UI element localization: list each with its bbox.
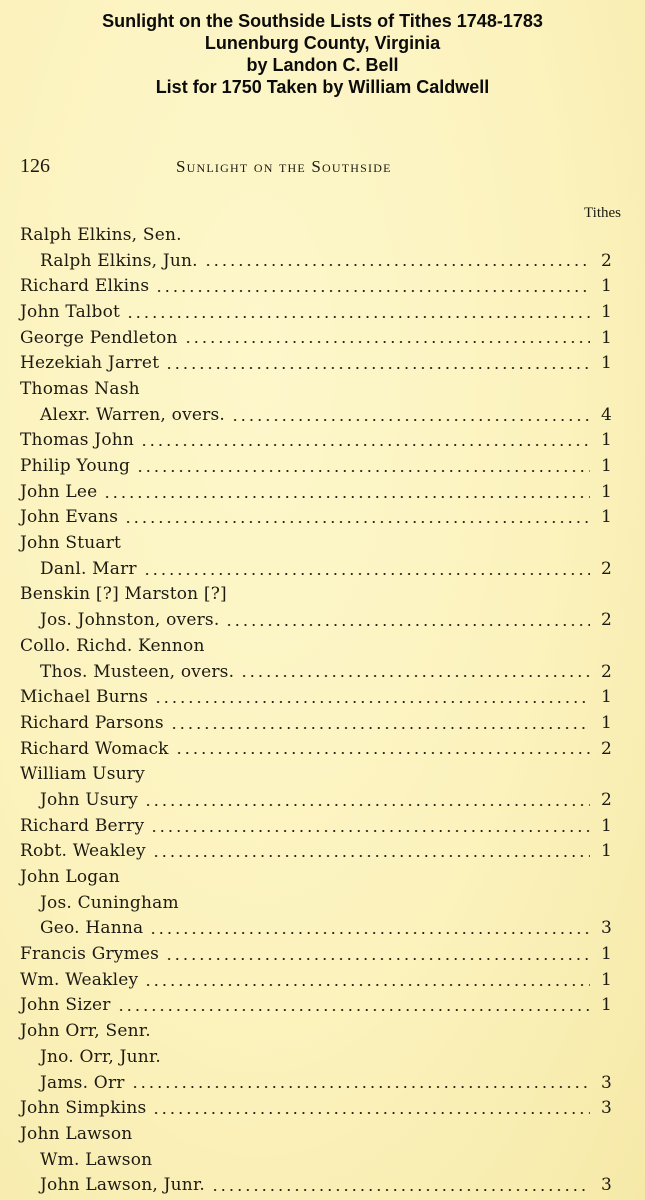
list-item bbox=[20, 1044, 612, 1070]
entry-name: Alexr. Warren, overs. bbox=[40, 404, 225, 425]
header-title: Sunlight on the Southside Lists of Tithes 1748-1783 bbox=[102, 11, 543, 31]
entry-name: Jos. Johnston, overs. bbox=[40, 610, 220, 631]
list-item bbox=[20, 736, 612, 762]
list-item bbox=[20, 556, 612, 582]
entry-tithes: 1 bbox=[600, 815, 612, 836]
dot-leader bbox=[131, 1086, 590, 1088]
list-item bbox=[20, 710, 612, 736]
entry-name: Richard Parsons bbox=[20, 712, 164, 733]
entry-tithes: 1 bbox=[600, 456, 612, 477]
list-item bbox=[20, 761, 612, 787]
list-item bbox=[20, 402, 612, 428]
list-item bbox=[20, 890, 612, 916]
list-item bbox=[20, 1172, 612, 1198]
entry-tithes: 1 bbox=[600, 687, 612, 708]
header-list-info: List for 1750 Taken by William Caldwell bbox=[155, 77, 490, 97]
list-item bbox=[20, 967, 612, 993]
entry-name: Ralph Elkins, Jun. bbox=[40, 250, 198, 271]
dot-leader bbox=[143, 573, 590, 575]
list-item bbox=[20, 993, 612, 1019]
entry-name: Richard Elkins bbox=[20, 276, 150, 297]
list-item bbox=[20, 684, 612, 710]
entry-tithes: 3 bbox=[600, 1098, 612, 1119]
entry-tithes: 1 bbox=[600, 944, 612, 965]
entry-name: Michael Burns bbox=[20, 687, 149, 708]
entry-name: John Logan bbox=[20, 867, 120, 888]
entry-name: Jams. Orr bbox=[40, 1072, 125, 1093]
list-item bbox=[20, 582, 612, 608]
entry-name: Thomas Nash bbox=[20, 378, 140, 399]
list-item bbox=[20, 941, 612, 967]
entry-tithes: 1 bbox=[600, 276, 612, 297]
entry-tithes: 4 bbox=[600, 404, 612, 425]
list-item bbox=[20, 350, 612, 376]
entry-tithes: 2 bbox=[600, 558, 612, 579]
tithe-list bbox=[20, 222, 612, 1198]
list-item bbox=[20, 607, 612, 633]
list-item bbox=[20, 813, 612, 839]
dot-leader bbox=[149, 932, 590, 934]
tithes-column-heading: Tithes bbox=[584, 205, 621, 221]
entry-name: John Evans bbox=[20, 507, 119, 528]
dot-leader bbox=[150, 830, 590, 832]
list-item bbox=[20, 1018, 612, 1044]
list-item bbox=[20, 1070, 612, 1096]
list-item bbox=[20, 376, 612, 402]
entry-name: Ralph Elkins, Sen. bbox=[20, 224, 182, 245]
list-item bbox=[20, 222, 612, 248]
list-item bbox=[20, 273, 612, 299]
entry-name: Collo. Richd. Kennon bbox=[20, 635, 205, 656]
entry-tithes: 1 bbox=[600, 327, 612, 348]
dot-leader bbox=[155, 290, 590, 292]
list-item bbox=[20, 864, 612, 890]
header-author: by Landon C. Bell bbox=[246, 55, 399, 75]
entry-name: Jos. Cuningham bbox=[40, 892, 179, 913]
entry-tithes: 1 bbox=[600, 481, 612, 502]
entry-name: John Simpkins bbox=[20, 1098, 147, 1119]
entry-name: John Orr, Senr. bbox=[20, 1021, 151, 1042]
entry-tithes: 1 bbox=[600, 507, 612, 528]
dot-leader bbox=[175, 752, 590, 754]
list-item bbox=[20, 428, 612, 454]
dot-leader bbox=[184, 341, 590, 343]
list-item bbox=[20, 299, 612, 325]
dot-leader bbox=[211, 1189, 590, 1191]
dot-leader bbox=[152, 1112, 590, 1114]
dot-leader bbox=[124, 521, 590, 523]
dot-leader bbox=[154, 701, 590, 703]
dot-leader bbox=[204, 264, 590, 266]
entry-name: Robt. Weakley bbox=[20, 841, 146, 862]
entry-name: George Pendleton bbox=[20, 327, 178, 348]
dot-leader bbox=[225, 624, 590, 626]
dot-leader bbox=[165, 958, 590, 960]
dot-leader bbox=[117, 1009, 590, 1011]
list-item bbox=[20, 505, 612, 531]
header-county: Lunenburg County, Virginia bbox=[204, 33, 441, 53]
dot-leader bbox=[103, 496, 590, 498]
dot-leader bbox=[136, 470, 590, 472]
entry-name: Philip Young bbox=[20, 456, 131, 477]
list-item bbox=[20, 916, 612, 942]
entry-tithes: 1 bbox=[600, 712, 612, 733]
entry-name: Richard Womack bbox=[20, 738, 169, 759]
list-item bbox=[20, 787, 612, 813]
list-item bbox=[20, 633, 612, 659]
entry-tithes: 2 bbox=[600, 610, 612, 631]
dot-leader bbox=[144, 804, 590, 806]
entry-name: Thomas John bbox=[20, 430, 135, 451]
entry-name: John Talbot bbox=[20, 301, 121, 322]
page-number: 126 bbox=[20, 155, 50, 177]
dot-leader bbox=[170, 727, 590, 729]
entry-tithes: 2 bbox=[600, 661, 612, 682]
list-item bbox=[20, 839, 612, 865]
dot-leader bbox=[165, 367, 590, 369]
entry-tithes: 3 bbox=[600, 1175, 612, 1196]
dot-leader bbox=[152, 855, 590, 857]
running-title: Sunlight on the Southside bbox=[176, 157, 392, 176]
dot-leader bbox=[231, 419, 590, 421]
entry-name: Hezekiah Jarret bbox=[20, 353, 160, 374]
entry-tithes: 2 bbox=[600, 789, 612, 810]
entry-tithes: 1 bbox=[600, 353, 612, 374]
list-item bbox=[20, 530, 612, 556]
list-item bbox=[20, 1121, 612, 1147]
entry-name: Benskin [?] Marston [?] bbox=[20, 584, 227, 605]
entry-tithes: 3 bbox=[600, 1072, 612, 1093]
entry-name: Jno. Orr, Junr. bbox=[40, 1046, 162, 1067]
entry-tithes: 1 bbox=[600, 969, 612, 990]
document-header bbox=[0, 10, 645, 98]
list-item bbox=[20, 479, 612, 505]
entry-name: William Usury bbox=[20, 764, 145, 785]
list-item bbox=[20, 1147, 612, 1173]
entry-name: Geo. Hanna bbox=[40, 918, 144, 939]
list-item bbox=[20, 325, 612, 351]
entry-tithes: 2 bbox=[600, 738, 612, 759]
entry-name: Wm. Lawson bbox=[40, 1149, 153, 1170]
dot-leader bbox=[140, 444, 590, 446]
entry-name: Thos. Musteen, overs. bbox=[40, 661, 235, 682]
list-item bbox=[20, 1095, 612, 1121]
dot-leader bbox=[144, 984, 590, 986]
entry-name: Danl. Marr bbox=[40, 558, 137, 579]
entry-tithes: 1 bbox=[600, 430, 612, 451]
list-item bbox=[20, 659, 612, 685]
entry-tithes: 1 bbox=[600, 841, 612, 862]
entry-name: John Stuart bbox=[20, 533, 122, 554]
entry-name: Wm. Weakley bbox=[20, 969, 139, 990]
entry-name: John Sizer bbox=[20, 995, 111, 1016]
entry-name: Richard Berry bbox=[20, 815, 145, 836]
entry-tithes: 2 bbox=[600, 250, 612, 271]
list-item bbox=[20, 248, 612, 274]
entry-name: John Usury bbox=[40, 789, 139, 810]
entry-tithes: 1 bbox=[600, 301, 612, 322]
dot-leader bbox=[240, 675, 590, 677]
entry-name: John Lawson bbox=[20, 1123, 133, 1144]
entry-name: John Lee bbox=[20, 481, 98, 502]
entry-name: Francis Grymes bbox=[20, 944, 160, 965]
entry-name: John Lawson, Junr. bbox=[40, 1175, 206, 1196]
entry-tithes: 1 bbox=[600, 995, 612, 1016]
entry-tithes: 3 bbox=[600, 918, 612, 939]
list-item bbox=[20, 453, 612, 479]
dot-leader bbox=[126, 316, 590, 318]
